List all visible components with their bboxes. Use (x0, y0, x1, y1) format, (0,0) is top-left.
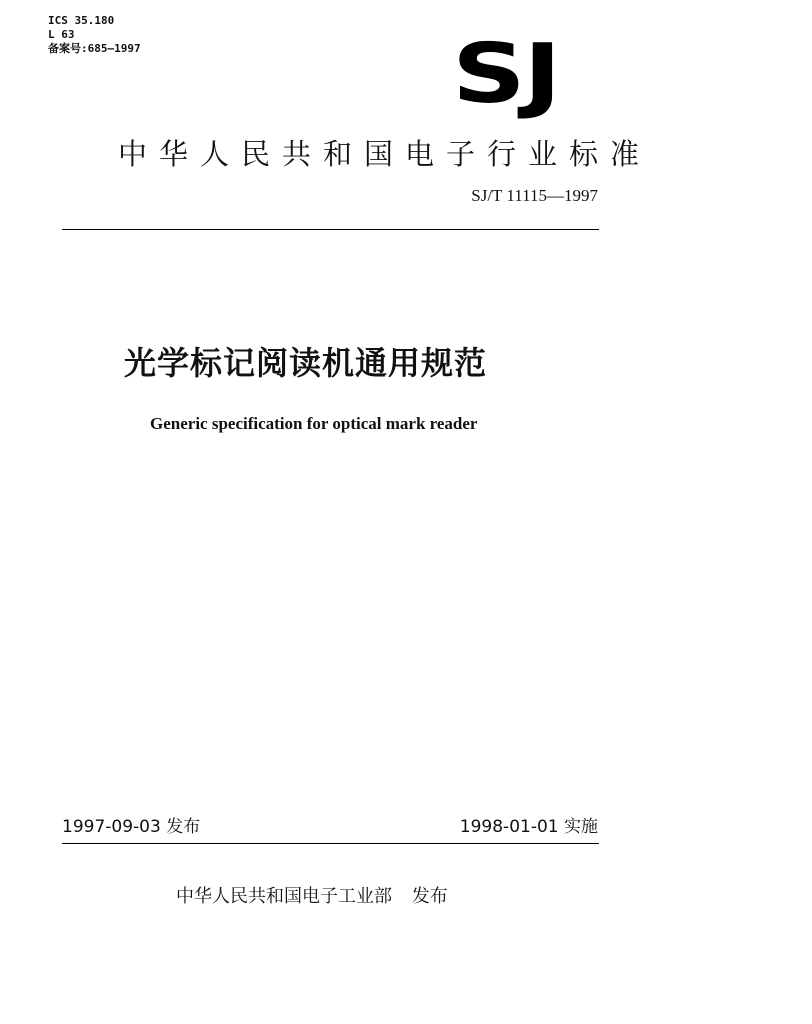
issuing-authority (176, 882, 448, 908)
header-divider (62, 229, 599, 230)
standard-type-title: 中华人民共和国电子行业标准 (118, 137, 652, 171)
sj-logo: SJ (452, 27, 559, 122)
issue-label: 发布 (411, 886, 448, 907)
standard-number: SJ/T 11115—1997 (471, 186, 598, 205)
document-title-en: Generic specification for optical mark reader (150, 414, 478, 433)
issuer-name: 中华人民共和国电子工业部 (176, 886, 392, 907)
publish-date: 1997-09-03 发布 (62, 817, 201, 837)
document-title-cn: 光学标记阅读机通用规范 (124, 344, 488, 382)
implement-date: 1998-01-01 实施 (459, 817, 598, 837)
ics-code: ICS 35.180 (48, 14, 115, 27)
footer-divider (62, 843, 599, 844)
classification-code: L 63 (48, 28, 75, 41)
record-number: 备案号:685—1997 (48, 42, 141, 55)
